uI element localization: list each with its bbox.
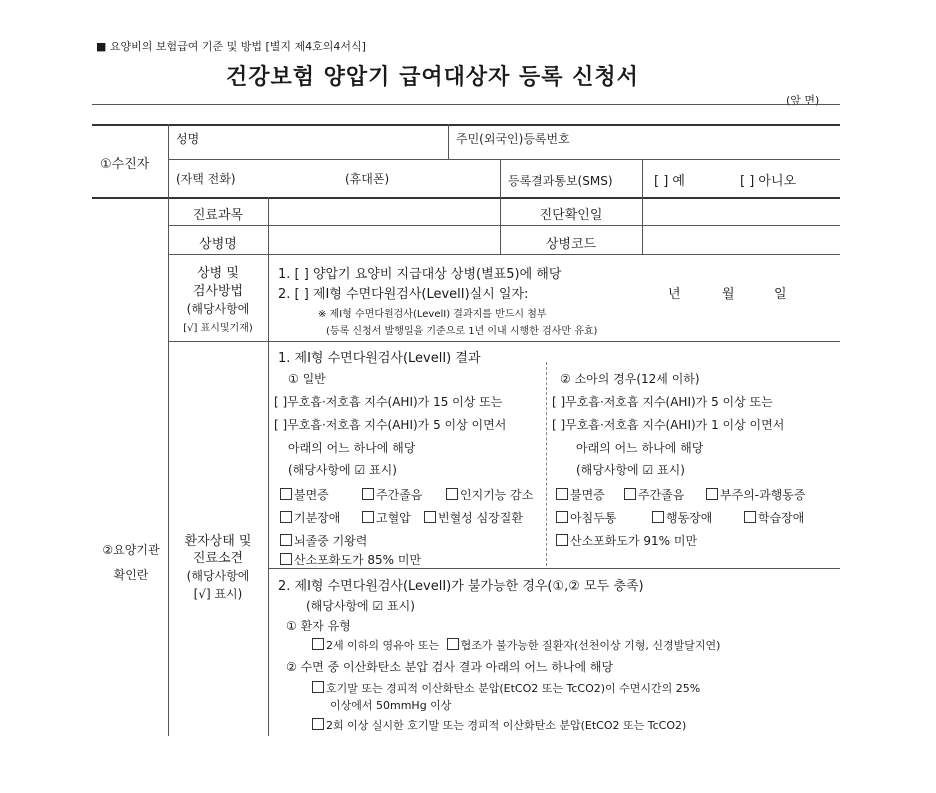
checkbox-box[interactable]	[312, 718, 324, 730]
instruction-suffix: 표시)	[369, 463, 397, 477]
checkbox-label: 행동장애	[666, 511, 713, 525]
instruction-suffix: 표시)	[387, 599, 415, 613]
checkbox-label: 주간졸음	[376, 488, 423, 502]
checkbox-label: 학습장애	[758, 511, 805, 525]
sms-no-option[interactable]: [ ] 아니오	[740, 174, 797, 189]
method-item-1[interactable]: 1. [ ] 양압기 요양비 지급대상 상병(별표5)에 해당	[278, 267, 562, 282]
checkbox[interactable]	[312, 682, 700, 695]
form-source-note: ■ 요양비의 보험급여 기준 및 방법 [별지 제4호의4서식]	[96, 40, 366, 53]
institution-section-label-1: ②요양기관	[102, 543, 160, 557]
checkbox-box[interactable]	[312, 681, 324, 693]
general-line-2[interactable]: [ ]무호흡·저호흡 지수(AHI)가 5 이상 이면서	[274, 418, 507, 432]
checkbox[interactable]	[652, 511, 712, 525]
co2-option-1-cont: 이상에서 50mmHg 이상	[330, 699, 452, 712]
child-heading: ② 소아의 경우(12세 이하)	[560, 372, 700, 386]
checkbox-box[interactable]	[556, 534, 568, 546]
child-check-row	[556, 509, 616, 526]
checkbox-label: 불면증	[294, 488, 329, 502]
patient-type-row	[312, 637, 720, 653]
instruction-prefix: (해당사항에	[306, 599, 369, 613]
checkbox[interactable]	[424, 511, 523, 525]
general-instruction	[288, 461, 397, 478]
mobile-label: (휴대폰)	[345, 172, 390, 186]
general-line-3: 아래의 어느 하나에 해당	[288, 441, 416, 455]
checkbox-label: 호기말 또는 경피적 이산화탄소 분압(EtCO2 또는 TcCO2)이 수면시간의 25%	[326, 682, 701, 695]
col-divider	[268, 197, 269, 736]
disease-code-label: 상병코드	[545, 237, 597, 252]
method-item-2[interactable]: 2. [ ] 제Ⅰ형 수면다원검사(LevelⅠ)실시 일자:	[278, 287, 529, 302]
checkbox-label: 협조가 불가능한 질환자(선천이상 기형, 신경발달지연)	[460, 639, 721, 652]
col-divider	[448, 124, 449, 159]
institution-section-label-2: 확인란	[113, 568, 149, 582]
checkbox[interactable]	[556, 511, 616, 525]
child-check-row	[624, 486, 684, 503]
checkbox-label: 뇌졸중 기왕력	[294, 534, 368, 548]
child-check-row	[652, 509, 712, 526]
method-label-line: (해당사항에	[186, 302, 250, 316]
method-note-1: ※ 제Ⅰ형 수면다원검사(LevelⅠ) 결과지를 반드시 첨부	[318, 309, 547, 320]
checkbox-box[interactable]	[556, 488, 568, 500]
date-year-label: 년	[668, 287, 681, 302]
col-divider	[642, 159, 643, 197]
general-check-row	[280, 551, 421, 568]
general-check-row	[280, 486, 329, 503]
checkbox-box[interactable]	[446, 488, 458, 500]
checkbox-box[interactable]	[362, 511, 374, 523]
checkbox-label: 빈혈성 심장질환	[438, 511, 523, 525]
column-separator-dotted	[546, 362, 547, 566]
checkbox-box[interactable]	[744, 511, 756, 523]
check-mark-glyph: ☑	[642, 463, 654, 477]
patient-type-heading: ① 환자 유형	[286, 619, 351, 633]
general-check-row	[362, 486, 422, 503]
child-line-2[interactable]: [ ]무호흡·저호흡 지수(AHI)가 1 이상 이면서	[552, 418, 785, 432]
col-divider	[500, 159, 501, 197]
general-check-row	[446, 486, 533, 503]
checkbox[interactable]	[312, 719, 686, 732]
child-line-1[interactable]: [ ]무호흡·저호흡 지수(AHI)가 5 이상 또는	[552, 395, 773, 409]
general-line-1[interactable]: [ ]무호흡·저호흡 지수(AHI)가 15 이상 또는	[274, 395, 503, 409]
method-label-line: 검사방법	[192, 284, 244, 299]
co2-heading: ② 수면 중 이산화탄소 분압 검사 결과 아래의 어느 하나에 해당	[286, 660, 614, 674]
sms-yes-option[interactable]: [ ] 예	[654, 174, 685, 189]
home-phone-label: (자택 전화)	[176, 172, 236, 186]
checkbox[interactable]	[280, 488, 329, 502]
checkbox-box[interactable]	[652, 511, 664, 523]
checkbox[interactable]	[446, 488, 533, 502]
child-check-row	[556, 532, 697, 549]
name-label: 성명	[176, 132, 200, 146]
general-heading: ① 일반	[288, 372, 326, 386]
title-underline	[92, 104, 840, 105]
section-divider	[92, 197, 840, 199]
checkbox[interactable]	[447, 639, 721, 652]
disease-name-label: 상병명	[199, 237, 237, 252]
checkbox-label: 불면증	[570, 488, 605, 502]
col-divider	[642, 197, 643, 254]
checkbox[interactable]	[312, 639, 439, 652]
co2-option-1	[312, 680, 700, 696]
checkbox-label: 주간졸음	[638, 488, 685, 502]
checkbox[interactable]	[744, 511, 804, 525]
checkbox-label: 고혈압	[376, 511, 411, 525]
instruction-prefix: (해당사항에	[576, 463, 639, 477]
impossible-instruction	[306, 597, 415, 614]
dept-label: 진료과목	[192, 208, 244, 223]
child-check-row	[744, 509, 804, 526]
checkbox[interactable]	[280, 553, 421, 567]
checkbox[interactable]	[624, 488, 684, 502]
result-heading: 1. 제Ⅰ형 수면다원검사(LevelⅠ) 결과	[278, 351, 481, 366]
table-top-border	[92, 124, 840, 126]
condition-label-line: [√] 표시)	[193, 587, 243, 601]
general-check-row	[424, 509, 523, 526]
sms-label: 등록결과통보(SMS)	[508, 174, 613, 188]
checkbox-label: 2회 이상 실시한 호기말 또는 경피적 이산화탄소 분압(EtCO2 또는 TcCO2)	[326, 719, 687, 732]
checkbox-box[interactable]	[362, 488, 374, 500]
impossible-heading: 2. 제Ⅰ형 수면다원검사(LevelⅠ)가 불가능한 경우(①,② 모두 충족)	[278, 579, 644, 594]
diagnosis-date-label: 진단확인일	[539, 208, 603, 223]
checkbox-box[interactable]	[280, 553, 292, 565]
condition-label-line: 환자상태 및	[184, 534, 252, 549]
checkbox-box[interactable]	[706, 488, 718, 500]
checkbox-label: 아침두통	[570, 511, 617, 525]
recipient-section-label: ①수진자	[100, 157, 150, 172]
checkbox[interactable]	[556, 534, 697, 548]
child-instruction	[576, 461, 685, 478]
checkbox-label: 기분장애	[294, 511, 341, 525]
method-note-2: (등록 신청서 발행일을 기준으로 1년 이내 시행한 검사만 유효)	[326, 326, 598, 337]
checkbox[interactable]	[280, 511, 340, 525]
checkbox[interactable]	[556, 488, 605, 502]
checkbox-label: 산소포화도가 85% 미만	[294, 553, 422, 567]
condition-label-line: 진료소견	[192, 551, 244, 566]
page-title: 건강보험 양압기 급여대상자 등록 신청서	[226, 65, 639, 90]
check-mark-glyph: ☑	[354, 463, 366, 477]
checkbox[interactable]	[706, 488, 805, 502]
general-check-row	[362, 509, 411, 526]
general-check-row	[280, 509, 340, 526]
checkbox-label: 인지기능 감소	[460, 488, 534, 502]
checkbox[interactable]	[362, 488, 422, 502]
instruction-suffix: 표시)	[657, 463, 685, 477]
checkbox[interactable]	[280, 534, 367, 548]
checkbox-box[interactable]	[624, 488, 636, 500]
checkbox-label: 산소포화도가 91% 미만	[570, 534, 698, 548]
check-mark-glyph: ☑	[372, 599, 384, 613]
checkbox-box[interactable]	[280, 534, 292, 546]
checkbox-label: 부주의-과행동증	[720, 488, 806, 502]
checkbox-box[interactable]	[312, 638, 324, 650]
method-label-line: 상병 및	[197, 266, 239, 281]
method-label-line: [√] 표시및기재)	[183, 323, 253, 334]
page-label: (앞 면)	[786, 94, 820, 107]
checkbox-label: 2세 이하의 영유아 또는	[326, 639, 440, 652]
row-divider	[268, 568, 840, 569]
child-check-row	[706, 486, 805, 503]
child-check-row	[556, 486, 605, 503]
condition-label-line: (해당사항에	[186, 569, 250, 583]
instruction-prefix: (해당사항에	[288, 463, 351, 477]
date-day-label: 일	[774, 287, 787, 302]
checkbox-box[interactable]	[280, 511, 292, 523]
row-divider	[168, 159, 840, 160]
general-check-row	[280, 532, 367, 549]
checkbox-box[interactable]	[447, 638, 459, 650]
date-month-label: 월	[722, 287, 735, 302]
checkbox[interactable]	[362, 511, 411, 525]
checkbox-box[interactable]	[424, 511, 436, 523]
id-number-label: 주민(외국인)등록번호	[456, 132, 570, 146]
checkbox-box[interactable]	[556, 511, 568, 523]
co2-option-2	[312, 717, 686, 733]
checkbox-box[interactable]	[280, 488, 292, 500]
child-line-3: 아래의 어느 하나에 해당	[576, 441, 704, 455]
